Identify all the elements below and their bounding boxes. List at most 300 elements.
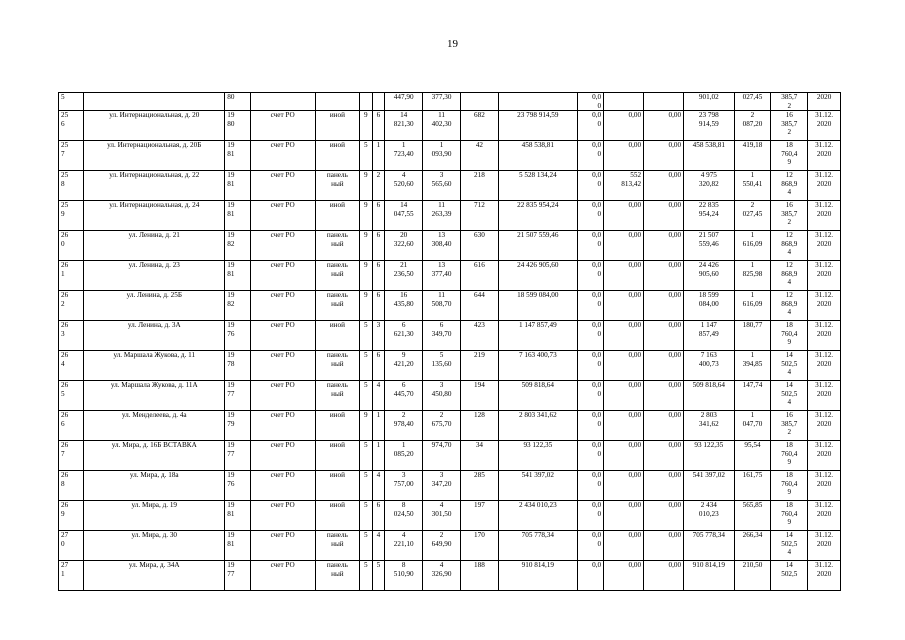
cell-local: 0,00 [644,351,684,381]
cell-limit-cost: 385,7 2 [771,93,808,111]
cell-local: 0,00 [644,381,684,411]
cell-residents: 219 [460,351,498,381]
cell-account: счет РО [250,381,315,411]
cell-address: ул. Интернациональная, д. 24 [84,201,225,231]
cell-address [84,93,225,111]
cell-living-area: 3 450,80 [423,381,461,411]
cell-year: 19 77 [225,381,250,411]
cell-regional: 0,00 [604,381,644,411]
table-row [59,321,841,351]
cell-year: 19 82 [225,231,250,261]
cell-account: счет РО [250,321,315,351]
cell-local [644,93,684,111]
cell-entrances: 6 [372,291,385,321]
cell-living-area: 4 326,90 [423,561,461,591]
cell-limit-cost: 18 760,4 9 [771,501,808,531]
cell-regional: 0,00 [604,531,644,561]
cell-number: 27 0 [59,531,84,561]
cell-year: 19 79 [225,411,250,441]
cell-number: 25 7 [59,141,84,171]
cell-federal: 0,0 0 [577,261,603,291]
cell-federal: 0,0 0 [577,411,603,441]
cell-local: 0,00 [644,261,684,291]
cell-living-area: 974,70 [423,441,461,471]
cell-floors: 5 [359,441,372,471]
cell-wall-type: панель ный [315,531,359,561]
cell-wall-type: иной [315,111,359,141]
cell-number: 25 9 [59,201,84,231]
cell-federal: 0,0 0 [577,291,603,321]
cell-address: ул. Ленина, д. 25Б [84,291,225,321]
cell-unit-cost: 1 550,41 [734,171,771,201]
cell-limit-cost: 16 385,7 2 [771,201,808,231]
cell-owners: 541 397,02 [684,471,735,501]
table-row [59,291,841,321]
cell-address: ул. Интернациональная, д. 22 [84,171,225,201]
cell-deadline: 31.12. 2020 [808,561,841,591]
cell-number: 26 2 [59,291,84,321]
cell-cost: 21 507 559,46 [498,231,577,261]
cell-address: ул. Мира, д. 18а [84,471,225,501]
cell-regional: 0,00 [604,351,644,381]
cell-cost [498,93,577,111]
cell-total-area: 3 757,00 [385,471,423,501]
table-row [59,441,841,471]
cell-account: счет РО [250,471,315,501]
cell-floors: 9 [359,231,372,261]
cell-residents: 630 [460,231,498,261]
cell-address: ул. Мира, д. 19 [84,501,225,531]
cell-number: 26 4 [59,351,84,381]
cell-cost: 705 778,34 [498,531,577,561]
cell-living-area: 6 349,70 [423,321,461,351]
cell-deadline: 31.12. 2020 [808,201,841,231]
table-row [59,501,841,531]
table-row [59,171,841,201]
cell-account: счет РО [250,291,315,321]
cell-year: 19 81 [225,201,250,231]
cell-wall-type: панель ный [315,351,359,381]
cell-deadline: 2020 [808,93,841,111]
cell-year: 19 77 [225,561,250,591]
cell-address: ул. Маршала Жукова, д. 11 [84,351,225,381]
cell-regional: 0,00 [604,411,644,441]
cell-floors: 9 [359,411,372,441]
cell-unit-cost: 1 825,98 [734,261,771,291]
cell-residents: 188 [460,561,498,591]
cell-wall-type: иной [315,471,359,501]
cell-cost: 541 397,02 [498,471,577,501]
cell-living-area: 11 263,39 [423,201,461,231]
cell-regional: 0,00 [604,261,644,291]
cell-limit-cost: 14 502,5 4 [771,381,808,411]
cell-owners: 7 163 400,73 [684,351,735,381]
cell-regional: 0,00 [604,441,644,471]
cell-address: ул. Мира, д. 34А [84,561,225,591]
cell-living-area: 4 301,50 [423,501,461,531]
cell-residents: 616 [460,261,498,291]
cell-federal: 0,0 0 [577,231,603,261]
cell-cost: 18 599 084,00 [498,291,577,321]
cell-regional: 0,00 [604,561,644,591]
cell-wall-type: панель ный [315,561,359,591]
cell-federal: 0,0 0 [577,141,603,171]
cell-deadline: 31.12. 2020 [808,531,841,561]
cell-address: ул. Мира, д. 16Б ВСТАВКА [84,441,225,471]
cell-unit-cost: 2 087,20 [734,111,771,141]
cell-limit-cost: 18 760,4 9 [771,471,808,501]
cell-account [250,93,315,111]
cell-deadline: 31.12. 2020 [808,291,841,321]
cell-entrances: 4 [372,471,385,501]
cell-deadline: 31.12. 2020 [808,351,841,381]
cell-account: счет РО [250,111,315,141]
cell-entrances: 6 [372,261,385,291]
cell-entrances: 2 [372,171,385,201]
cell-deadline: 31.12. 2020 [808,141,841,171]
cell-number: 26 1 [59,261,84,291]
cell-residents: 682 [460,111,498,141]
cell-unit-cost: 180,77 [734,321,771,351]
cell-federal: 0,0 [577,561,603,591]
cell-entrances: 5 [372,561,385,591]
cell-cost: 93 122,35 [498,441,577,471]
cell-number: 26 7 [59,441,84,471]
cell-cost: 22 835 954,24 [498,201,577,231]
cell-owners: 24 426 905,60 [684,261,735,291]
cell-year: 80 [225,93,250,111]
table-row [59,261,841,291]
cell-address: ул. Интернациональная, д. 20Б [84,141,225,171]
cell-entrances: 4 [372,531,385,561]
cell-deadline: 31.12. 2020 [808,321,841,351]
cell-federal: 0,0 0 [577,441,603,471]
cell-number: 26 5 [59,381,84,411]
cell-entrances: 6 [372,501,385,531]
cell-wall-type: иной [315,201,359,231]
cell-federal: 0,0 0 [577,201,603,231]
cell-wall-type: панель ный [315,291,359,321]
cell-total-area: 2 978,40 [385,411,423,441]
cell-owners: 93 122,35 [684,441,735,471]
cell-federal: 0,0 0 [577,501,603,531]
table-row [59,561,841,591]
cell-address: ул. Менделеева, д. 4а [84,411,225,441]
cell-limit-cost: 12 868,9 4 [771,231,808,261]
cell-local: 0,00 [644,231,684,261]
cell-federal: 0,0 0 [577,531,603,561]
cell-entrances: 1 [372,441,385,471]
cell-local: 0,00 [644,531,684,561]
table-row [59,111,841,141]
cell-local: 0,00 [644,471,684,501]
cell-entrances: 6 [372,231,385,261]
cell-entrances: 4 [372,381,385,411]
cell-unit-cost: 95,54 [734,441,771,471]
cell-year: 19 81 [225,141,250,171]
cell-wall-type: панель ный [315,381,359,411]
cell-account: счет РО [250,261,315,291]
cell-regional: 0,00 [604,501,644,531]
cell-total-area: 1 723,40 [385,141,423,171]
cell-cost: 2 434 010,23 [498,501,577,531]
cell-cost: 509 818,64 [498,381,577,411]
cell-residents: 170 [460,531,498,561]
cell-entrances: 1 [372,141,385,171]
housing-repair-table [58,92,841,591]
cell-floors: 5 [359,471,372,501]
cell-total-area: 16 435,80 [385,291,423,321]
cell-local: 0,00 [644,501,684,531]
cell-unit-cost: 1 616,09 [734,231,771,261]
cell-living-area: 2 675,70 [423,411,461,441]
cell-unit-cost: 161,75 [734,471,771,501]
cell-wall-type: панель ный [315,171,359,201]
cell-floors: 5 [359,141,372,171]
cell-residents: 34 [460,441,498,471]
cell-number: 26 6 [59,411,84,441]
cell-total-area: 1 085,20 [385,441,423,471]
cell-limit-cost: 12 868,9 4 [771,291,808,321]
cell-year: 19 81 [225,501,250,531]
cell-deadline: 31.12. 2020 [808,171,841,201]
cell-wall-type: иной [315,501,359,531]
cell-living-area: 11 508,70 [423,291,461,321]
cell-number: 5 [59,93,84,111]
cell-deadline: 31.12. 2020 [808,501,841,531]
cell-limit-cost: 12 868,9 4 [771,261,808,291]
cell-total-area: 4 221,10 [385,531,423,561]
cell-address: ул. Ленина, д. 3А [84,321,225,351]
cell-deadline: 31.12. 2020 [808,441,841,471]
cell-floors: 5 [359,381,372,411]
cell-unit-cost: 2 027,45 [734,201,771,231]
cell-floors: 9 [359,201,372,231]
cell-deadline: 31.12. 2020 [808,261,841,291]
cell-unit-cost: 1 394,85 [734,351,771,381]
cell-owners: 705 778,34 [684,531,735,561]
cell-address: ул. Ленина, д. 21 [84,231,225,261]
cell-living-area: 13 377,40 [423,261,461,291]
cell-wall-type: иной [315,441,359,471]
cell-year: 19 80 [225,111,250,141]
cell-federal: 0,0 0 [577,471,603,501]
cell-number: 25 8 [59,171,84,201]
cell-owners: 2 434 010,23 [684,501,735,531]
cell-account: счет РО [250,501,315,531]
cell-local: 0,00 [644,441,684,471]
cell-residents: 644 [460,291,498,321]
cell-residents: 218 [460,171,498,201]
cell-account: счет РО [250,411,315,441]
cell-unit-cost: 1 047,70 [734,411,771,441]
cell-account: счет РО [250,531,315,561]
cell-account: счет РО [250,231,315,261]
cell-owners: 1 147 857,49 [684,321,735,351]
cell-cost: 910 814,19 [498,561,577,591]
cell-unit-cost: 565,85 [734,501,771,531]
cell-owners: 18 599 084,00 [684,291,735,321]
cell-residents: 423 [460,321,498,351]
cell-owners: 509 818,64 [684,381,735,411]
cell-owners: 2 803 341,62 [684,411,735,441]
cell-account: счет РО [250,201,315,231]
cell-unit-cost: 419,18 [734,141,771,171]
cell-residents: 42 [460,141,498,171]
table-row-continued [59,93,841,111]
cell-floors: 9 [359,261,372,291]
cell-owners: 458 538,81 [684,141,735,171]
cell-unit-cost: 266,34 [734,531,771,561]
cell-total-area: 6 445,70 [385,381,423,411]
cell-year: 19 76 [225,471,250,501]
cell-limit-cost: 12 868,9 4 [771,171,808,201]
cell-residents [460,93,498,111]
cell-living-area: 2 649,90 [423,531,461,561]
cell-entrances [372,93,385,111]
cell-local: 0,00 [644,561,684,591]
cell-deadline: 31.12. 2020 [808,231,841,261]
cell-total-area: 6 621,30 [385,321,423,351]
cell-wall-type: панель ный [315,261,359,291]
cell-living-area: 11 402,30 [423,111,461,141]
cell-residents: 194 [460,381,498,411]
cell-floors: 5 [359,531,372,561]
cell-cost: 2 803 341,62 [498,411,577,441]
cell-number: 26 8 [59,471,84,501]
cell-local: 0,00 [644,321,684,351]
cell-total-area: 14 047,55 [385,201,423,231]
cell-regional: 552 813,42 [604,171,644,201]
cell-wall-type: панель ный [315,231,359,261]
cell-unit-cost: 027,45 [734,93,771,111]
cell-residents: 285 [460,471,498,501]
cell-total-area: 8 024,50 [385,501,423,531]
cell-owners: 901,02 [684,93,735,111]
cell-number: 27 1 [59,561,84,591]
cell-unit-cost: 147,74 [734,381,771,411]
cell-floors: 9 [359,291,372,321]
cell-year: 19 82 [225,291,250,321]
table-row [59,141,841,171]
cell-total-area: 21 236,50 [385,261,423,291]
cell-cost: 7 163 400,73 [498,351,577,381]
cell-local: 0,00 [644,201,684,231]
cell-account: счет РО [250,351,315,381]
cell-deadline: 31.12. 2020 [808,111,841,141]
cell-federal: 0,0 0 [577,321,603,351]
cell-limit-cost: 14 502,5 [771,561,808,591]
cell-deadline: 31.12. 2020 [808,381,841,411]
cell-unit-cost: 1 616,09 [734,291,771,321]
cell-limit-cost: 16 385,7 2 [771,411,808,441]
cell-year: 19 81 [225,531,250,561]
cell-local: 0,00 [644,291,684,321]
cell-federal: 0,0 0 [577,381,603,411]
cell-residents: 197 [460,501,498,531]
table-row [59,201,841,231]
cell-year: 19 76 [225,321,250,351]
cell-cost: 1 147 857,49 [498,321,577,351]
cell-cost: 5 528 134,24 [498,171,577,201]
cell-cost: 23 798 914,59 [498,111,577,141]
cell-living-area: 377,30 [423,93,461,111]
cell-number: 26 9 [59,501,84,531]
cell-account: счет РО [250,141,315,171]
table-row [59,231,841,261]
cell-total-area: 4 520,60 [385,171,423,201]
cell-wall-type: иной [315,411,359,441]
cell-floors: 5 [359,351,372,381]
cell-year: 19 81 [225,171,250,201]
cell-regional: 0,00 [604,231,644,261]
cell-year: 19 81 [225,261,250,291]
page-number: 19 [447,38,458,50]
cell-owners: 4 975 320,82 [684,171,735,201]
table-row [59,381,841,411]
cell-limit-cost: 18 760,4 9 [771,441,808,471]
cell-local: 0,00 [644,111,684,141]
cell-total-area: 8 510,90 [385,561,423,591]
cell-account: счет РО [250,441,315,471]
cell-floors: 9 [359,111,372,141]
cell-owners: 910 814,19 [684,561,735,591]
cell-residents: 712 [460,201,498,231]
cell-wall-type [315,93,359,111]
cell-entrances: 6 [372,111,385,141]
cell-entrances: 3 [372,321,385,351]
cell-limit-cost: 18 760,4 9 [771,321,808,351]
cell-owners: 23 798 914,59 [684,111,735,141]
cell-regional: 0,00 [604,111,644,141]
cell-federal: 0,0 0 [577,111,603,141]
cell-regional: 0,00 [604,201,644,231]
cell-cost: 458 538,81 [498,141,577,171]
cell-wall-type: иной [315,321,359,351]
cell-living-area: 3 565,60 [423,171,461,201]
cell-local: 0,00 [644,141,684,171]
cell-limit-cost: 18 760,4 9 [771,141,808,171]
cell-account: счет РО [250,561,315,591]
cell-wall-type: иной [315,141,359,171]
cell-year: 19 78 [225,351,250,381]
cell-regional: 0,00 [604,321,644,351]
cell-regional: 0,00 [604,141,644,171]
cell-owners: 21 507 559,46 [684,231,735,261]
cell-cost: 24 426 905,60 [498,261,577,291]
cell-federal: 0,0 0 [577,93,603,111]
cell-floors: 5 [359,561,372,591]
cell-total-area: 447,90 [385,93,423,111]
table-row [59,471,841,501]
cell-floors: 5 [359,321,372,351]
cell-address: ул. Маршала Жукова, д. 11А [84,381,225,411]
table-row [59,531,841,561]
cell-limit-cost: 16 385,7 2 [771,111,808,141]
cell-year: 19 77 [225,441,250,471]
cell-floors: 5 [359,501,372,531]
cell-limit-cost: 14 502,5 4 [771,351,808,381]
cell-living-area: 13 308,40 [423,231,461,261]
cell-local: 0,00 [644,411,684,441]
cell-living-area: 3 347,20 [423,471,461,501]
table-row [59,351,841,381]
cell-regional [604,93,644,111]
cell-living-area: 5 135,60 [423,351,461,381]
cell-federal: 0,0 0 [577,351,603,381]
cell-entrances: 6 [372,351,385,381]
cell-total-area: 9 421,20 [385,351,423,381]
